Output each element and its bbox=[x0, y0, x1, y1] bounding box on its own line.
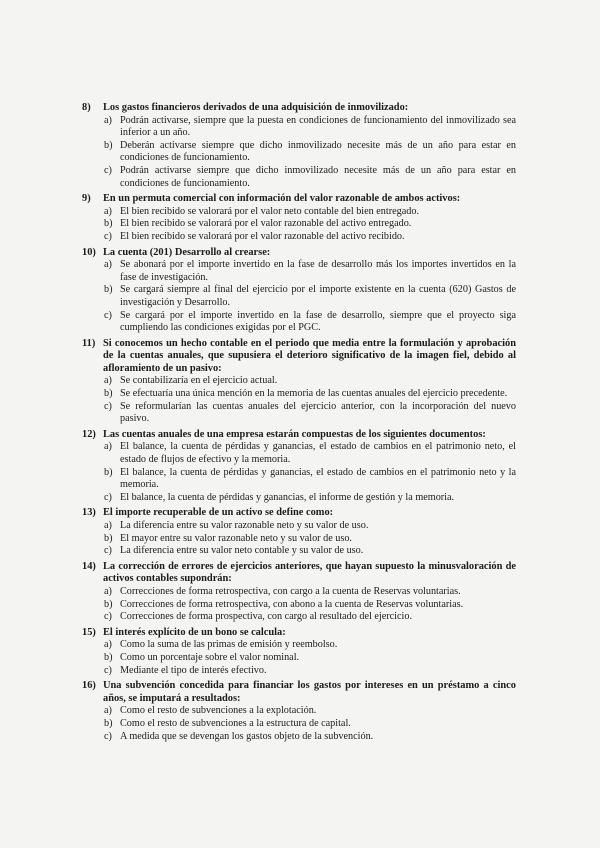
option-text: Podrán activarse, siempre que la puesta en condiciones de funcionamiento del inmovilizado sea inferior a un año. bbox=[120, 114, 516, 139]
option-text: Correcciones de forma retrospectiva, con abono a la cuenta de Reservas voluntarias. bbox=[120, 598, 464, 610]
options-list bbox=[82, 586, 516, 624]
option-b bbox=[104, 718, 516, 731]
option-text: El bien recibido se valorará por el valor razonable del activo recibido. bbox=[120, 230, 405, 242]
option-text: Se cargará siempre al final del ejercicio por el importe existente en la cuenta (620) Gastos de investigación y Desarrollo. bbox=[120, 284, 516, 308]
option-text: La diferencia entre su valor neto contable y su valor de uso. bbox=[120, 545, 364, 557]
question-text: La cuenta (201) Desarrollo al crearse: bbox=[103, 246, 271, 258]
option-letter: a) bbox=[104, 259, 112, 271]
question-number: 16) bbox=[82, 680, 96, 692]
option-text: Se efectuaría una única mención en la memoria de las cuentas anuales del ejercicio precedente. bbox=[120, 388, 508, 400]
question-title bbox=[82, 247, 516, 260]
options-list bbox=[82, 259, 516, 335]
question-title bbox=[82, 193, 516, 206]
option-c bbox=[104, 310, 516, 335]
option-text: El balance, la cuenta de pérdidas y ganancias, el informe de gestión y la memoria. bbox=[120, 491, 455, 503]
question-text: Los gastos financieros derivados de una adquisición de inmovilizado: bbox=[103, 102, 409, 113]
question-text: Las cuentas anuales de una empresa estarán compuestas de los siguientes documentos: bbox=[103, 428, 486, 440]
option-text: A medida que se devengan los gastos objeto de la subvención. bbox=[120, 730, 374, 742]
option-text: Como el resto de subvenciones a la estructura de capital. bbox=[120, 717, 351, 729]
question-15 bbox=[82, 627, 516, 677]
option-text: Mediante el tipo de interés efectivo. bbox=[120, 664, 267, 676]
option-text: El bien recibido se valorará por el valor neto contable del bien entregado. bbox=[120, 205, 419, 217]
question-8 bbox=[82, 102, 516, 190]
question-9 bbox=[82, 193, 516, 243]
option-letter: b) bbox=[104, 466, 113, 478]
option-c bbox=[104, 231, 516, 244]
option-text: Se abonará por el importe invertido en la fase de desarrollo más los importes invertidos en la fase de investigación. bbox=[120, 259, 516, 283]
option-text: Se cargará por el importe invertido en la fase de desarrollo, siempre que el proyecto siga cumpliendo las condiciones exigidas por el PGC. bbox=[120, 309, 516, 334]
options-list bbox=[82, 206, 516, 244]
option-c bbox=[104, 492, 516, 505]
option-a bbox=[104, 639, 516, 652]
question-text: En un permuta comercial con información del valor razonable de ambos activos: bbox=[103, 193, 461, 205]
option-letter: a) bbox=[104, 441, 112, 453]
option-b bbox=[104, 599, 516, 612]
option-letter: a) bbox=[104, 114, 112, 126]
option-c bbox=[104, 731, 516, 744]
option-letter: a) bbox=[104, 585, 112, 597]
option-a bbox=[104, 586, 516, 599]
question-number: 13) bbox=[82, 507, 96, 519]
option-a bbox=[104, 705, 516, 718]
option-letter: c) bbox=[104, 230, 112, 242]
options-list bbox=[82, 441, 516, 504]
option-b bbox=[104, 467, 516, 492]
option-letter: b) bbox=[104, 139, 113, 151]
option-text: Se reformularían las cuentas anuales del ejercicio anterior, con la incorporación del nuevo pasivo. bbox=[120, 400, 516, 425]
question-title bbox=[82, 680, 516, 705]
option-text: La diferencia entre su valor razonable neto y su valor de uso. bbox=[120, 520, 369, 531]
option-letter: b) bbox=[104, 388, 113, 400]
options-list bbox=[82, 375, 516, 425]
option-a bbox=[104, 520, 516, 533]
question-number: 9) bbox=[82, 193, 91, 205]
question-13 bbox=[82, 507, 516, 557]
option-letter: c) bbox=[104, 611, 112, 623]
option-b bbox=[104, 388, 516, 401]
question-text: Si conocemos un hecho contable en el periodo que media entre la formulación y aprobación de la cuentas anuales, que supusiera el deterioro significativo de la imagen fiel, debido al afloramiento de un pasivo: bbox=[103, 337, 516, 374]
option-a bbox=[104, 441, 516, 466]
option-letter: c) bbox=[104, 491, 112, 503]
question-12 bbox=[82, 429, 516, 505]
question-text: Una subvención concedida para financiar los gastos por intereses en un préstamo a cinco años, se imputará a resultados: bbox=[103, 680, 516, 704]
question-title bbox=[82, 561, 516, 586]
option-letter: a) bbox=[104, 639, 112, 651]
options-list bbox=[82, 520, 516, 558]
question-number: 10) bbox=[82, 246, 96, 258]
question-number: 12) bbox=[82, 428, 96, 440]
option-text: Como el resto de subvenciones a la explotación. bbox=[120, 705, 317, 717]
option-c bbox=[104, 665, 516, 678]
options-list bbox=[82, 115, 516, 191]
option-text: El mayor entre su valor razonable neto y su valor de uso. bbox=[120, 532, 352, 544]
option-letter: c) bbox=[104, 664, 112, 676]
question-number: 14) bbox=[82, 560, 96, 572]
option-letter: b) bbox=[104, 598, 113, 610]
option-b bbox=[104, 218, 516, 231]
option-letter: c) bbox=[104, 730, 112, 742]
options-list bbox=[82, 705, 516, 743]
option-letter: a) bbox=[104, 375, 112, 387]
option-letter: a) bbox=[104, 520, 112, 531]
option-b bbox=[104, 140, 516, 165]
option-text: Como la suma de las primas de emisión y reembolso. bbox=[120, 639, 338, 651]
option-a bbox=[104, 375, 516, 388]
question-title bbox=[82, 338, 516, 376]
option-text: Como un porcentaje sobre el valor nominal. bbox=[120, 651, 300, 663]
option-a bbox=[104, 115, 516, 140]
question-text: El importe recuperable de un activo se define como: bbox=[103, 507, 334, 519]
option-b bbox=[104, 533, 516, 546]
option-text: El bien recibido se valorará por el valor razonable del activo entregado. bbox=[120, 218, 412, 230]
question-text: El interés explícito de un bono se calcula: bbox=[103, 626, 286, 638]
option-a bbox=[104, 259, 516, 284]
question-title bbox=[82, 102, 516, 115]
question-text: La corrección de errores de ejercicios anteriores, que hayan supuesto la minusvaloración de activos contables supondrán: bbox=[103, 560, 516, 585]
option-c bbox=[104, 401, 516, 426]
option-letter: c) bbox=[104, 400, 112, 412]
option-text: El balance, la cuenta de pérdidas y ganancias, el estado de cambios en el patrimonio neto y la memoria. bbox=[120, 466, 516, 491]
option-text: Correcciones de forma retrospectiva, con cargo a la cuenta de Reservas voluntarias. bbox=[120, 585, 461, 597]
options-list bbox=[82, 639, 516, 677]
option-letter: b) bbox=[104, 532, 113, 544]
option-letter: b) bbox=[104, 717, 113, 729]
question-number: 8) bbox=[82, 102, 91, 113]
option-text: El balance, la cuenta de pérdidas y ganancias, el estado de cambios en el patrimonio neto, el estado de flujos de efectivo y la memoria. bbox=[120, 441, 516, 466]
option-letter: a) bbox=[104, 705, 112, 717]
question-number: 15) bbox=[82, 626, 96, 638]
question-10 bbox=[82, 247, 516, 335]
option-letter: b) bbox=[104, 218, 113, 230]
question-14 bbox=[82, 561, 516, 624]
question-title bbox=[82, 429, 516, 442]
option-letter: b) bbox=[104, 284, 113, 296]
option-letter: c) bbox=[104, 309, 112, 321]
option-text: Podrán activarse siempre que dicho inmovilizado necesite más de un año para estar en condiciones de funcionamiento. bbox=[120, 164, 516, 189]
option-text: Deberán activarse siempre que dicho inmovilizado necesite más de un año para estar en condiciones de funcionamiento. bbox=[120, 139, 516, 164]
option-text: Correcciones de forma prospectiva, con cargo al resultado del ejercicio. bbox=[120, 611, 413, 623]
question-11 bbox=[82, 338, 516, 426]
option-letter: c) bbox=[104, 545, 112, 557]
option-letter: b) bbox=[104, 651, 113, 663]
option-b bbox=[104, 652, 516, 665]
option-a bbox=[104, 206, 516, 219]
question-title bbox=[82, 507, 516, 520]
question-number: 11) bbox=[82, 337, 96, 349]
option-c bbox=[104, 611, 516, 624]
option-letter: c) bbox=[104, 164, 112, 176]
option-text: Se contabilizaría en el ejercicio actual. bbox=[120, 375, 278, 387]
question-16 bbox=[82, 680, 516, 743]
option-c bbox=[104, 545, 516, 558]
option-c bbox=[104, 165, 516, 190]
option-letter: a) bbox=[104, 205, 112, 217]
question-title bbox=[82, 627, 516, 640]
option-b bbox=[104, 284, 516, 309]
